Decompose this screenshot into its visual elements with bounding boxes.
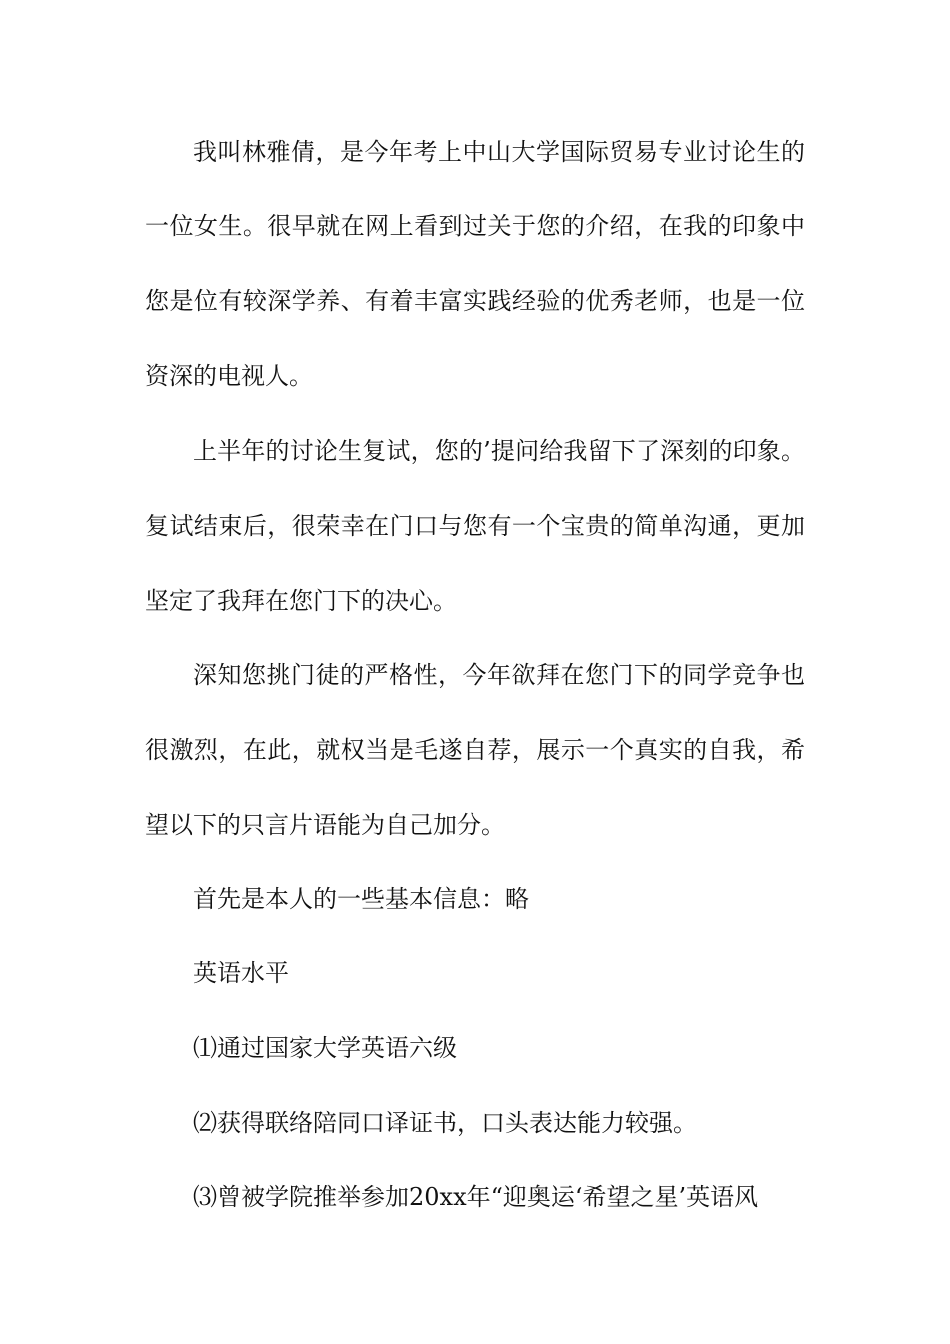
- english-level-heading: 英语水平: [193, 959, 289, 987]
- basic-info-line: 首先是本人的一些基本信息：略: [193, 885, 529, 913]
- english-item-3: ⑶曾被学院推举参加20xx年“迎奥运‘希望之星’英语风: [193, 1183, 759, 1211]
- english-item-2: ⑵获得联络陪同口译证书，口头表达能力较强。: [193, 1109, 697, 1137]
- paragraph-2-line-2: 复试结束后，很荣幸在门口与您有一个宝贵的简单沟通，更加: [145, 512, 805, 540]
- paragraph-1-line-2: 一位女生。很早就在网上看到过关于您的介绍，在我的印象中: [145, 212, 805, 240]
- paragraph-3-line-2: 很激烈，在此，就权当是毛遂自荐，展示一个真实的自我，希: [145, 736, 805, 764]
- paragraph-2-line-3: 坚定了我拜在您门下的决心。: [145, 587, 457, 615]
- paragraph-1-line-3: 您是位有较深学养、有着丰富实践经验的优秀老师，也是一位: [145, 287, 805, 315]
- paragraph-3-line-1: 深知您挑门徒的严格性，今年欲拜在您门下的同学竞争也: [193, 661, 805, 689]
- english-item-1: ⑴通过国家大学英语六级: [193, 1034, 457, 1062]
- paragraph-1-line-4: 资深的电视人。: [145, 362, 313, 390]
- paragraph-2-line-1: 上半年的讨论生复试，您的’提问给我留下了深刻的印象。: [193, 437, 805, 465]
- paragraph-1-line-1: 我叫林雅倩，是今年考上中山大学国际贸易专业讨论生的: [193, 138, 805, 166]
- paragraph-3-line-3: 望以下的只言片语能为自己加分。: [145, 811, 505, 839]
